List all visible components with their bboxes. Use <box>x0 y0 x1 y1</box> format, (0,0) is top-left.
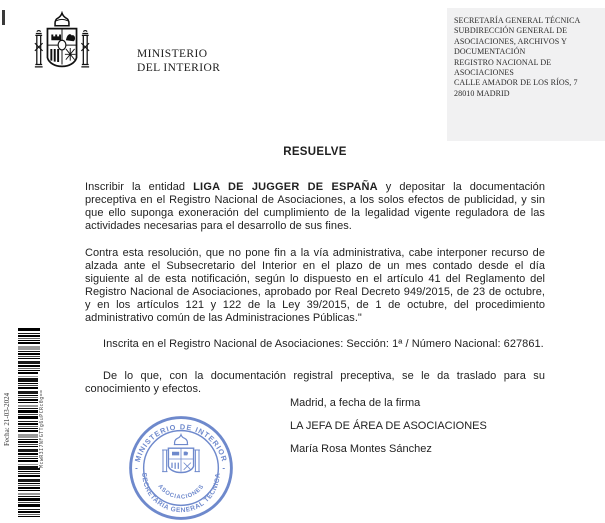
stamp-inner-text: ASOCIACIONES <box>156 483 206 501</box>
paragraph-inscription-prefix: Inscribir la entidad <box>85 181 194 193</box>
stamp-top-text: MINISTERIO DE INTERIOR <box>132 422 230 464</box>
office-line: ASOCIACIONES, ARCHIVOS Y <box>454 36 568 46</box>
office-line: CALLE AMADOR DE LOS RÍOS, 7 <box>454 78 578 88</box>
signature-name: María Rosa Montes Sánchez <box>290 443 432 455</box>
official-stamp <box>127 414 235 522</box>
ministry-name <box>137 47 220 75</box>
paragraph-notification: De lo que, con la documentación registral preceptiva, se le da traslado para su conocimiento y efectos. <box>85 370 545 395</box>
paragraph-inscription <box>85 181 545 233</box>
barcode <box>18 328 40 520</box>
office-line: DOCUMENTACIÓN <box>454 47 526 57</box>
entity-name: LIGA DE JUGGER DE ESPAÑA <box>193 181 378 193</box>
signature-place: Madrid, a fecha de la firma <box>290 397 421 409</box>
stamp-coat-of-arms-icon <box>162 435 200 473</box>
stamp-bottom-text: SECRETARIA GENERAL TECNICA <box>140 472 222 515</box>
date-label: Fecha: 21-03-2024 <box>3 392 11 446</box>
signature-block <box>290 397 487 466</box>
stamp-separator-right: - <box>222 463 226 473</box>
paragraph-inscription-suffix: y depositar la documentación preceptiva en el Registro Nacional de Asociaciones, a los solos efectos de publicidad, y sin que ello suponga exoneración del cumplimiento de la legalidad vigente reguladora de las actividades necesarias para el desarrollo de sus fines. <box>85 181 546 232</box>
office-line: 28010 MADRID <box>454 88 510 98</box>
office-line: REGISTRO NACIONAL DE <box>454 57 552 67</box>
office-line: SECRETARÍA GENERAL TÉCNICA <box>454 16 581 25</box>
paragraph-appeal: Contra esta resolución, que no pone fin a la vía administrativa, cabe interponer recurso de alzada ante el Subsecretario del Interior en el plazo de un mes contado desde el día siguiente al de esta notificación, según lo dispuesto en el artículo 41 del Reglamento del Registro Nacional de Asociaciones, aprobado por Real Decreto 949/2015, de 23 de octubre, y en los artículos 121 y 122 de la Ley 39/2015, de 1 de octubre, del procedimiento administrativo común de las Administraciones Públicas." <box>85 247 545 324</box>
svg-text:ASOCIACIONES <box>156 484 205 501</box>
resolution-heading: RESUELVE <box>283 146 347 158</box>
stamp-separator-left: - <box>135 463 138 473</box>
ministry-line-2: DEL INTERIOR <box>137 62 221 74</box>
ministry-line-1: MINISTERIO <box>137 48 208 60</box>
verification-code: McwR3I7NFGTTg6uPCRc0g== <box>38 372 46 468</box>
office-line: SUBDIRECCIÓN GENERAL DE <box>454 26 568 36</box>
signature-title: LA JEFA DE ÁREA DE ASOCIACIONES <box>290 420 487 432</box>
paragraph-registry-number: Inscrita en el Registro Nacional de Asociaciones: Sección: 1ª / Número Nacional: 627861. <box>103 338 544 350</box>
registration-mark <box>2 10 5 25</box>
issuing-office-block <box>447 8 605 141</box>
spain-coat-of-arms-icon <box>31 11 93 85</box>
office-line: ASOCIACIONES <box>454 68 514 78</box>
